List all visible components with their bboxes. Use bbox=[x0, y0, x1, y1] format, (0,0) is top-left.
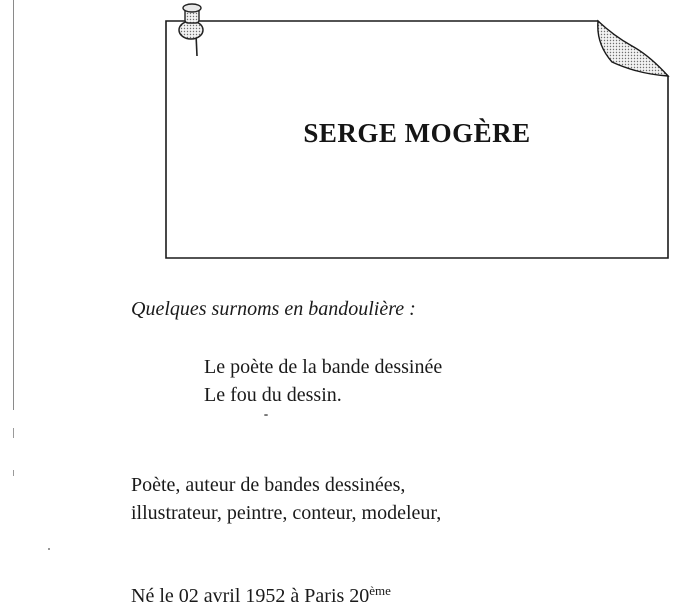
margin-mark bbox=[13, 470, 14, 476]
scan-speck bbox=[264, 414, 268, 416]
nicknames-heading: Quelques surnoms en bandoulière : bbox=[131, 298, 416, 320]
scan-speck bbox=[48, 548, 50, 550]
occupation-line: Poète, auteur de bandes dessinées, bbox=[131, 474, 406, 496]
birth-text: Né le 02 avril 1952 à Paris 20 bbox=[131, 585, 370, 607]
occupation-line: illustrateur, peintre, conteur, modeleur, bbox=[131, 502, 442, 524]
birth-line bbox=[131, 583, 391, 608]
nickname-item: Le fou du dessin. bbox=[204, 384, 342, 406]
author-name: SERGE MOGÈRE bbox=[303, 118, 531, 148]
margin-mark bbox=[13, 428, 14, 438]
birth-suffix: ème bbox=[369, 583, 391, 598]
nickname-item: Le poète de la bande dessinée bbox=[204, 356, 443, 378]
